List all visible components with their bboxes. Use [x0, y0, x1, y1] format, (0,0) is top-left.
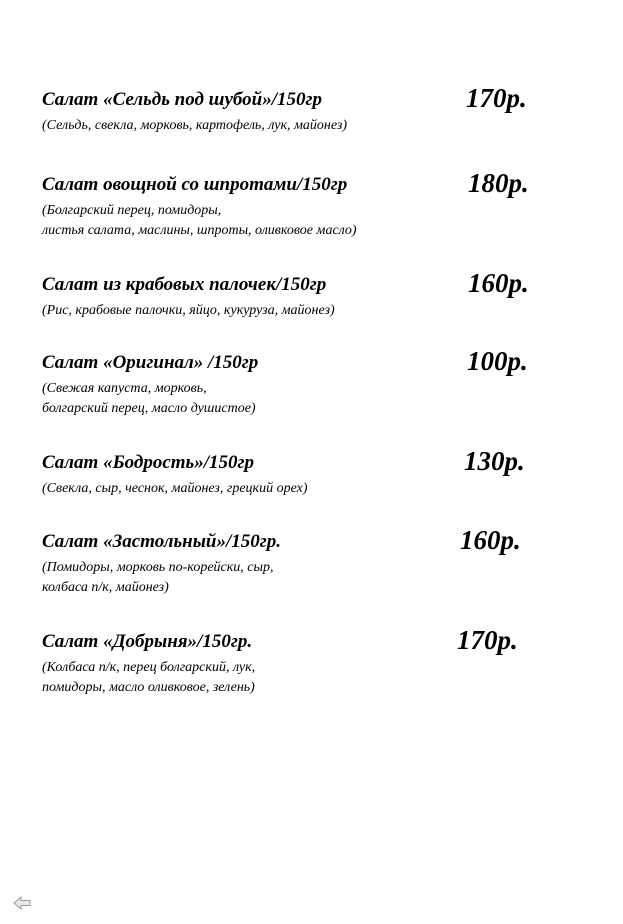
item-price: 160р.	[460, 525, 521, 555]
item-description: (Болгарский перец, помидоры, листья салата, маслины, шпроты, оливковое масло)	[42, 203, 357, 238]
item-title: Салат «Застольный»/150гр.	[42, 531, 282, 552]
item-price: 100р.	[467, 346, 528, 376]
arrow-left-icon[interactable]	[13, 896, 31, 910]
item-price: 160р.	[468, 268, 529, 298]
item-title: Салат «Бодрость»/150гр	[42, 452, 255, 473]
item-title: Салат «Сельдь под шубой»/150гр	[42, 89, 322, 110]
item-price: 180р.	[468, 168, 529, 198]
item-description: (Колбаса п/к, перец болгарский, лук, помидоры, масло оливковое, зелень)	[42, 660, 256, 695]
item-description: (Сельдь, свекла, морковь, картофель, лук, майонез)	[42, 118, 348, 133]
item-title: Салат овощной со шпротами/150гр	[42, 174, 348, 195]
item-title: Салат «Добрыня»/150гр.	[42, 631, 253, 652]
item-price: 170р.	[457, 625, 518, 655]
item-description: (Помидоры, морковь по-корейски, сыр, колбаса п/к, майонез)	[42, 560, 274, 595]
item-description: (Рис, крабовые палочки, яйцо, кукуруза, майонез)	[42, 303, 335, 318]
item-description: (Свекла, сыр, чеснок, майонез, грецкий орех)	[42, 481, 308, 496]
item-price: 170р.	[466, 83, 527, 113]
item-title: Салат «Оригинал» /150гр	[42, 352, 259, 373]
item-price: 130р.	[464, 446, 525, 476]
item-description: (Свежая капуста, морковь, болгарский перец, масло душистое)	[42, 381, 256, 416]
item-title: Салат из крабовых палочек/150гр	[42, 274, 327, 295]
